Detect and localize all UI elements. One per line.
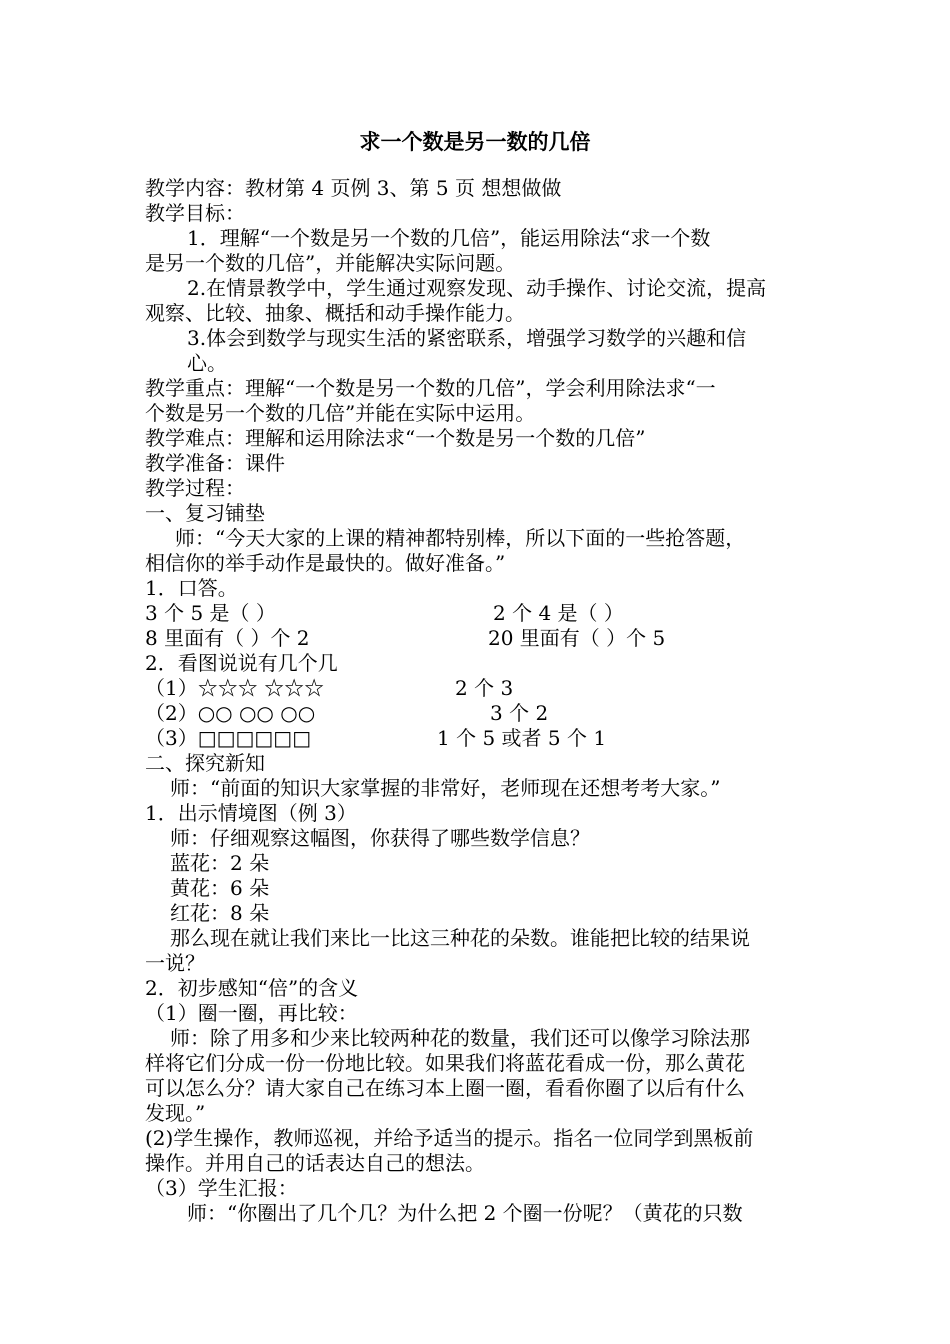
teacher-line: 师：除了用多和少来比较两种花的数量，我们还可以像学习除法那 xyxy=(170,1026,750,1050)
document-title: 求一个数是另一数的几倍 xyxy=(359,130,591,154)
compare-prompt: 那么现在就让我们来比一比这三种花的朵数。谁能把比较的结果说 xyxy=(170,926,750,950)
teacher-line-cont: 样将它们分成一份一份地比较。如果我们将蓝花看成一份，那么黄花 xyxy=(145,1051,745,1075)
oral-answer-heading: 1．口答。 xyxy=(145,576,238,600)
teacher-line: 师：“前面的知识大家掌握的非常好，老师现在还想考考大家。” xyxy=(170,776,721,800)
section-1-heading: 一、复习铺垫 xyxy=(145,501,265,525)
picture-item-stars: （1）☆☆☆ ☆☆☆ xyxy=(145,676,325,700)
flower-count-blue: 蓝花：2 朵 xyxy=(170,851,270,875)
substep-1-heading: （1）圈一圈，再比较： xyxy=(145,1001,358,1025)
step-1-heading: 1．出示情境图（例 3） xyxy=(145,801,357,825)
question-item: 3 个 5 是（ ） xyxy=(145,601,276,625)
flower-count-yellow: 黄花：6 朵 xyxy=(170,876,270,900)
difficulty-line: 教学难点：理解和运用除法求“一个数是另一个数的几倍” xyxy=(145,426,646,450)
teacher-line-cont: 发现。” xyxy=(145,1101,206,1125)
picture-item-squares: （3）□□□□□□ xyxy=(145,726,312,750)
picture-item-answer: 2 个 3 xyxy=(455,676,514,700)
picture-item-answer: 1 个 5 或者 5 个 1 xyxy=(437,726,607,750)
teaching-content-line: 教学内容：教材第 4 页例 3、第 5 页 想想做做 xyxy=(145,176,562,200)
goal-1-line-cont: 是另一个数的几倍”，并能解决实际问题。 xyxy=(145,251,516,275)
question-item: 8 里面有（ ）个 2 xyxy=(145,626,310,650)
substep-2-line: (2)学生操作，教师巡视，并给予适当的提示。指名一位同学到黑板前 xyxy=(145,1126,754,1150)
section-2-heading: 二、探究新知 xyxy=(145,751,265,775)
teacher-line: 师：“今天大家的上课的精神都特别棒，所以下面的一些抢答题， xyxy=(175,526,746,550)
process-heading: 教学过程： xyxy=(145,476,245,500)
goal-2-line-cont: 观察、比较、抽象、概括和动手操作能力。 xyxy=(145,301,525,325)
compare-prompt-cont: 一说？ xyxy=(145,951,205,975)
step-2-heading: 2．初步感知“倍”的含义 xyxy=(145,976,359,1000)
substep-3-heading: （3）学生汇报： xyxy=(145,1176,298,1200)
question-item: 20 里面有（ ）个 5 xyxy=(488,626,666,650)
picture-question-heading: 2．看图说说有几个几 xyxy=(145,651,338,675)
picture-item-answer: 3 个 2 xyxy=(490,701,549,725)
question-item: 2 个 4 是（ ） xyxy=(493,601,624,625)
teacher-question: 师：仔细观察这幅图，你获得了哪些数学信息？ xyxy=(170,826,590,850)
goal-2-line: 2.在情景教学中，学生通过观察发现、动手操作、讨论交流，提高 xyxy=(187,276,767,300)
teaching-goals-heading: 教学目标： xyxy=(145,201,245,225)
key-point-line: 教学重点：理解“一个数是另一个数的几倍”，学会利用除法求“一 xyxy=(145,376,716,400)
teacher-line: 师：“你圈出了几个几？为什么把 2 个圈一份呢？（黄花的只数 xyxy=(187,1201,743,1225)
key-point-line-cont: 个数是另一个数的几倍”并能在实际中运用。 xyxy=(145,401,536,425)
goal-3-line: 3.体会到数学与现实生活的紧密联系，增强学习数学的兴趣和信 xyxy=(187,326,747,350)
teacher-line-cont: 可以怎么分？请大家自己在练习本上圈一圈，看看你圈了以后有什么 xyxy=(145,1076,745,1100)
goal-3-line-cont: 心。 xyxy=(187,351,227,375)
substep-2-line-cont: 操作。并用自己的话表达自己的想法。 xyxy=(145,1151,485,1175)
goal-1-line: 1．理解“一个数是另一个数的几倍”，能运用除法“求一个数 xyxy=(187,226,711,250)
teacher-line-cont: 相信你的举手动作是最快的。做好准备。” xyxy=(145,551,506,575)
flower-count-red: 红花：8 朵 xyxy=(170,901,270,925)
preparation-line: 教学准备：课件 xyxy=(145,451,285,475)
picture-item-circles: （2）○○ ○○ ○○ xyxy=(145,701,316,725)
